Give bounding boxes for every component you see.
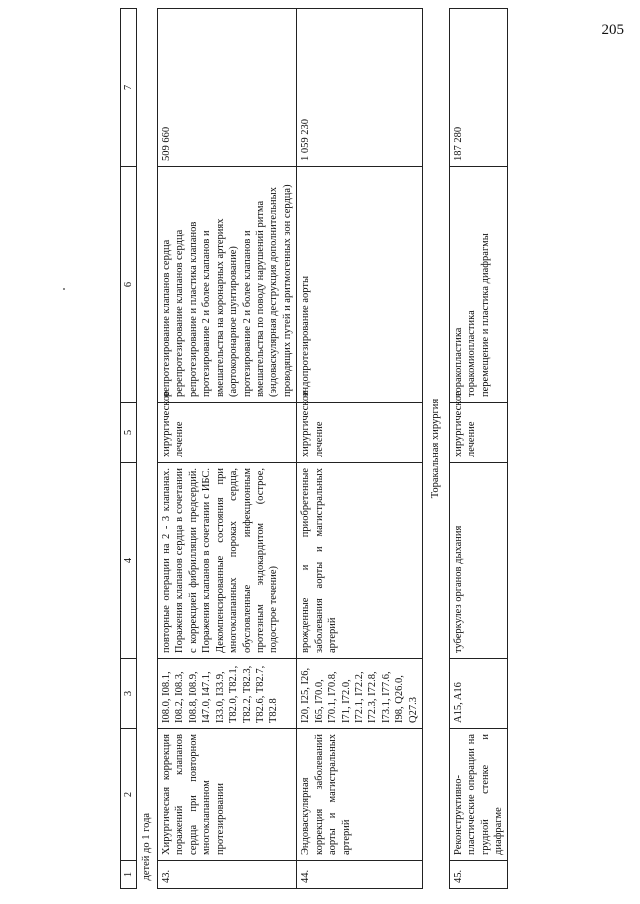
column-header: 1 [121, 861, 137, 889]
continuation-row [137, 9, 157, 889]
method-item: репротезирование клапанов сердца [160, 239, 172, 397]
care-type-name: Эндоваскулярная коррекция заболеваний аорты и магистральных артерий [297, 729, 423, 861]
method-item: перемещение и пластика диафрагмы [479, 233, 491, 397]
medical-care-table [120, 8, 508, 889]
method-item: эндопротезирование аорты [300, 275, 312, 397]
patient-model: повторные операции на 2 - 3 клапанах. Поражения клапанов сердца в сочетании с коррекцией фибрилляции предсердий. Поражения клапанов в сочетании с ИБС. Декомпенсированные состояния при многоклапанных пороках сердца, обусловленные инфекционным протезным эндокардитом (острое, подострое течение) [157, 463, 296, 659]
table-row [297, 9, 423, 889]
treatment-methods [297, 167, 423, 403]
care-type-name: Реконструктивно-пластические операции на грудной стенке и диафрагме [449, 729, 508, 861]
care-type-name: Хирургическая коррекция поражений клапанов сердца при повторном многоклапанном протезировании [157, 729, 296, 861]
page-number: 205 [601, 22, 624, 38]
patient-model: туберкулез органов дыхания [449, 463, 508, 659]
method-item: торакопластика [452, 327, 464, 397]
patient-model: врожденные и приобретенные заболевания аорты и магистральных артерий [297, 463, 423, 659]
section-row [423, 9, 449, 889]
column-header: 4 [121, 463, 137, 659]
column-header: 7 [121, 9, 137, 167]
table-row [157, 9, 296, 889]
icd-codes: I08.0, I08.1, I08.2, I08.3, I08.8, I08.9, I47.0, I47.1, I33.0, I33.9, T82.0, T82.1, T82.2, T82.3, T82.6, T82.7, T82.8 [157, 659, 296, 729]
method-item: торакомиопластика [466, 310, 478, 397]
method-item: протезирование 2 и более клапанов и вмешательства по поводу нарушений ритма (эндоваскулярная деструкция дополнительных проводящих путей и аритмогенных зон сердца) [241, 184, 293, 397]
treatment-type: хирургическое лечение [157, 403, 296, 463]
column-header: 5 [121, 403, 137, 463]
treatment-methods [449, 167, 508, 403]
icd-codes: I20, I25, I26, I65, I70.0, I70.1, I70.8, I71, I72.0, I72.1, I72.2, I72.3, I72.8, I73.1, I77.6, I98, Q26.0, Q27.3 [297, 659, 423, 729]
method-item: протезирование 2 и более клапанов и вмешательства на коронарных артериях (аортокоронарное шунтирование) [201, 218, 240, 397]
method-item: репротезирование и пластика клапанов [187, 221, 199, 397]
price: 509 660 [157, 9, 296, 167]
row-number: 44. [297, 861, 423, 889]
row-number: 43. [157, 861, 296, 889]
price: 187 280 [449, 9, 508, 167]
treatment-type: хирургическое лечение [297, 403, 423, 463]
column-number-row [121, 9, 137, 889]
price: 1 059 230 [297, 9, 423, 167]
column-header: 6 [121, 167, 137, 403]
continuation-text: детей до 1 года [137, 9, 157, 889]
method-item: ререпротезирование клапанов сердца [174, 229, 186, 397]
column-header: 2 [121, 729, 137, 861]
icd-codes: A15, A16 [449, 659, 508, 729]
rotated-table-sheet [120, 9, 620, 889]
treatment-methods [157, 167, 296, 403]
section-title: Торакальная хирургия [423, 9, 449, 889]
row-number: 45. [449, 861, 508, 889]
column-header: 3 [121, 659, 137, 729]
table-row [449, 9, 508, 889]
scan-speck [63, 288, 65, 290]
treatment-type: хирургическое лечение [449, 403, 508, 463]
